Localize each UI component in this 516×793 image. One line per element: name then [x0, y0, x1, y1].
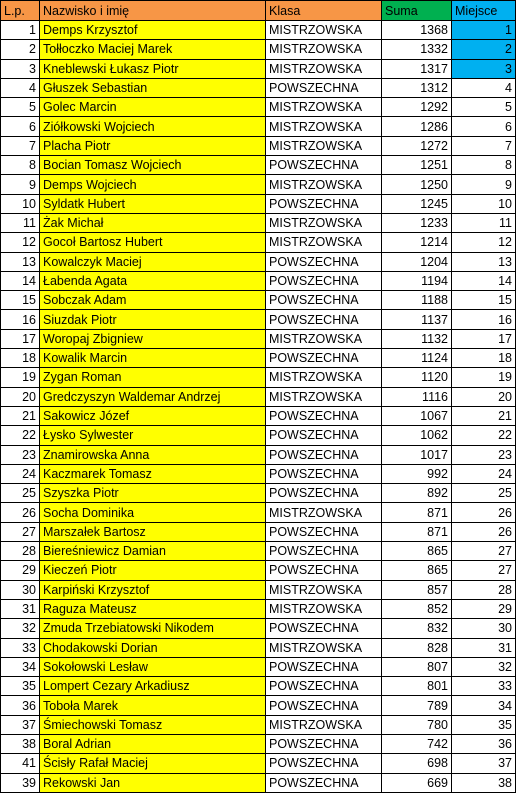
- cell-miejsce[interactable]: 17: [452, 329, 516, 348]
- cell-miejsce[interactable]: 8: [452, 156, 516, 175]
- cell-lp[interactable]: 39: [1, 773, 40, 792]
- cell-lp[interactable]: 25: [1, 484, 40, 503]
- cell-klasa[interactable]: POWSZECHNA: [266, 696, 382, 715]
- table-row: [1, 426, 516, 445]
- cell-lp[interactable]: 13: [1, 252, 40, 271]
- table-row: [1, 387, 516, 406]
- cell-lp[interactable]: 20: [1, 387, 40, 406]
- cell-suma[interactable]: 1317: [382, 59, 452, 78]
- cell-name[interactable]: Kneblewski Łukasz Piotr: [40, 59, 266, 78]
- cell-name[interactable]: Boral Adrian: [40, 734, 266, 753]
- cell-name[interactable]: Sakowicz Józef: [40, 406, 266, 425]
- cell-lp[interactable]: 10: [1, 194, 40, 213]
- cell-klasa[interactable]: MISTRZOWSKA: [266, 599, 382, 618]
- cell-miejsce[interactable]: 26: [452, 522, 516, 541]
- cell-suma[interactable]: 1250: [382, 175, 452, 194]
- cell-lp[interactable]: 22: [1, 426, 40, 445]
- table-row: [1, 734, 516, 753]
- cell-klasa[interactable]: POWSZECHNA: [266, 78, 382, 97]
- table-row: [1, 580, 516, 599]
- cell-suma[interactable]: 801: [382, 677, 452, 696]
- table-row: [1, 252, 516, 271]
- cell-name[interactable]: Rekowski Jan: [40, 773, 266, 792]
- cell-suma[interactable]: 832: [382, 619, 452, 638]
- cell-miejsce[interactable]: 28: [452, 580, 516, 599]
- cell-suma[interactable]: 1214: [382, 233, 452, 252]
- cell-lp[interactable]: 32: [1, 619, 40, 638]
- cell-miejsce[interactable]: 10: [452, 194, 516, 213]
- cell-name[interactable]: Karpiński Krzysztof: [40, 580, 266, 599]
- cell-miejsce[interactable]: 18: [452, 349, 516, 368]
- cell-suma[interactable]: 1204: [382, 252, 452, 271]
- cell-name[interactable]: Gocoł Bartosz Hubert: [40, 233, 266, 252]
- cell-klasa[interactable]: POWSZECHNA: [266, 773, 382, 792]
- cell-lp[interactable]: 41: [1, 754, 40, 773]
- table-row: [1, 503, 516, 522]
- cell-klasa[interactable]: POWSZECHNA: [266, 252, 382, 271]
- cell-suma[interactable]: 1245: [382, 194, 452, 213]
- cell-klasa[interactable]: MISTRZOWSKA: [266, 368, 382, 387]
- cell-name[interactable]: Zygan Roman: [40, 368, 266, 387]
- cell-miejsce[interactable]: 2: [452, 40, 516, 59]
- cell-klasa[interactable]: MISTRZOWSKA: [266, 387, 382, 406]
- table-row: [1, 156, 516, 175]
- cell-name[interactable]: Bocian Tomasz Wojciech: [40, 156, 266, 175]
- cell-suma[interactable]: 892: [382, 484, 452, 503]
- header-name[interactable]: Nazwisko i imię: [40, 1, 266, 21]
- cell-miejsce[interactable]: 30: [452, 619, 516, 638]
- cell-miejsce[interactable]: 26: [452, 503, 516, 522]
- cell-lp[interactable]: 17: [1, 329, 40, 348]
- cell-name[interactable]: Siuzdak Piotr: [40, 310, 266, 329]
- cell-lp[interactable]: 16: [1, 310, 40, 329]
- cell-klasa[interactable]: POWSZECHNA: [266, 349, 382, 368]
- header-suma[interactable]: Suma: [382, 1, 452, 21]
- table-row: [1, 368, 516, 387]
- cell-lp[interactable]: 7: [1, 136, 40, 155]
- cell-suma[interactable]: 1017: [382, 445, 452, 464]
- cell-miejsce[interactable]: 6: [452, 117, 516, 136]
- cell-name[interactable]: Socha Dominika: [40, 503, 266, 522]
- cell-name[interactable]: Woropaj Zbigniew: [40, 329, 266, 348]
- cell-lp[interactable]: 2: [1, 40, 40, 59]
- cell-miejsce[interactable]: 3: [452, 59, 516, 78]
- cell-name[interactable]: Gredczyszyn Waldemar Andrzej: [40, 387, 266, 406]
- table-row: [1, 310, 516, 329]
- cell-suma[interactable]: 698: [382, 754, 452, 773]
- cell-name[interactable]: Kaczmarek Tomasz: [40, 464, 266, 483]
- cell-name[interactable]: Chodakowski Dorian: [40, 638, 266, 657]
- cell-name[interactable]: Ziółkowski Wojciech: [40, 117, 266, 136]
- cell-klasa[interactable]: POWSZECHNA: [266, 657, 382, 676]
- cell-suma[interactable]: 992: [382, 464, 452, 483]
- cell-klasa[interactable]: POWSZECHNA: [266, 734, 382, 753]
- cell-klasa[interactable]: POWSZECHNA: [266, 156, 382, 175]
- table-row: [1, 175, 516, 194]
- cell-klasa[interactable]: POWSZECHNA: [266, 484, 382, 503]
- cell-suma[interactable]: 865: [382, 542, 452, 561]
- cell-suma[interactable]: 669: [382, 773, 452, 792]
- cell-lp[interactable]: 12: [1, 233, 40, 252]
- cell-lp[interactable]: 18: [1, 349, 40, 368]
- cell-lp[interactable]: 3: [1, 59, 40, 78]
- cell-suma[interactable]: 1067: [382, 406, 452, 425]
- table-row: [1, 619, 516, 638]
- cell-name[interactable]: Lompert Cezary Arkadiusz: [40, 677, 266, 696]
- cell-klasa[interactable]: POWSZECHNA: [266, 291, 382, 310]
- cell-lp[interactable]: 36: [1, 696, 40, 715]
- header-miejsce[interactable]: Miejsce: [452, 1, 516, 21]
- table-row: [1, 754, 516, 773]
- cell-miejsce[interactable]: 27: [452, 561, 516, 580]
- cell-miejsce[interactable]: 29: [452, 599, 516, 618]
- cell-name[interactable]: Toboła Marek: [40, 696, 266, 715]
- cell-miejsce[interactable]: 27: [452, 542, 516, 561]
- table-row: [1, 117, 516, 136]
- cell-miejsce[interactable]: 7: [452, 136, 516, 155]
- cell-name[interactable]: Kieczeń Piotr: [40, 561, 266, 580]
- cell-klasa[interactable]: POWSZECHNA: [266, 522, 382, 541]
- cell-klasa[interactable]: MISTRZOWSKA: [266, 59, 382, 78]
- table-row: [1, 194, 516, 213]
- table-row: [1, 213, 516, 232]
- cell-suma[interactable]: 1062: [382, 426, 452, 445]
- cell-lp[interactable]: 15: [1, 291, 40, 310]
- cell-suma[interactable]: 828: [382, 638, 452, 657]
- cell-klasa[interactable]: MISTRZOWSKA: [266, 638, 382, 657]
- cell-miejsce[interactable]: 37: [452, 754, 516, 773]
- cell-klasa[interactable]: POWSZECHNA: [266, 310, 382, 329]
- cell-klasa[interactable]: POWSZECHNA: [266, 271, 382, 290]
- cell-lp[interactable]: 31: [1, 599, 40, 618]
- table-row: [1, 522, 516, 541]
- cell-suma[interactable]: 807: [382, 657, 452, 676]
- header-lp[interactable]: L.p.: [1, 1, 40, 21]
- cell-suma[interactable]: 1251: [382, 156, 452, 175]
- cell-name[interactable]: Kowalik Marcin: [40, 349, 266, 368]
- cell-suma[interactable]: 1292: [382, 98, 452, 117]
- header-klasa[interactable]: Klasa: [266, 1, 382, 21]
- cell-miejsce[interactable]: 11: [452, 213, 516, 232]
- cell-miejsce[interactable]: 36: [452, 734, 516, 753]
- table-row: [1, 406, 516, 425]
- cell-name[interactable]: Syldatk Hubert: [40, 194, 266, 213]
- cell-miejsce[interactable]: 12: [452, 233, 516, 252]
- cell-klasa[interactable]: MISTRZOWSKA: [266, 175, 382, 194]
- cell-name[interactable]: Marszałek Bartosz: [40, 522, 266, 541]
- cell-suma[interactable]: 742: [382, 734, 452, 753]
- table-row: [1, 657, 516, 676]
- cell-miejsce[interactable]: 35: [452, 715, 516, 734]
- cell-miejsce[interactable]: 16: [452, 310, 516, 329]
- cell-klasa[interactable]: POWSZECHNA: [266, 561, 382, 580]
- cell-lp[interactable]: 11: [1, 213, 40, 232]
- cell-name[interactable]: Śmiechowski Tomasz: [40, 715, 266, 734]
- table-row: [1, 464, 516, 483]
- cell-klasa[interactable]: MISTRZOWSKA: [266, 503, 382, 522]
- cell-miejsce[interactable]: 38: [452, 773, 516, 792]
- cell-miejsce[interactable]: 22: [452, 426, 516, 445]
- cell-name[interactable]: Szyszka Piotr: [40, 484, 266, 503]
- cell-suma[interactable]: 1132: [382, 329, 452, 348]
- table-row: [1, 329, 516, 348]
- cell-name[interactable]: Demps Krzysztof: [40, 21, 266, 40]
- cell-klasa[interactable]: POWSZECHNA: [266, 406, 382, 425]
- cell-suma[interactable]: 1188: [382, 291, 452, 310]
- table-row: [1, 677, 516, 696]
- cell-suma[interactable]: 1124: [382, 349, 452, 368]
- cell-lp[interactable]: 21: [1, 406, 40, 425]
- cell-name[interactable]: Łysko Sylwester: [40, 426, 266, 445]
- cell-suma[interactable]: 1286: [382, 117, 452, 136]
- cell-lp[interactable]: 34: [1, 657, 40, 676]
- cell-lp[interactable]: 14: [1, 271, 40, 290]
- cell-suma[interactable]: 852: [382, 599, 452, 618]
- cell-miejsce[interactable]: 23: [452, 445, 516, 464]
- cell-suma[interactable]: 1332: [382, 40, 452, 59]
- table-row: [1, 291, 516, 310]
- cell-klasa[interactable]: POWSZECHNA: [266, 542, 382, 561]
- cell-name[interactable]: Kowalczyk Maciej: [40, 252, 266, 271]
- cell-suma[interactable]: 865: [382, 561, 452, 580]
- table-row: [1, 599, 516, 618]
- cell-suma[interactable]: 1312: [382, 78, 452, 97]
- cell-miejsce[interactable]: 20: [452, 387, 516, 406]
- table-row: [1, 696, 516, 715]
- cell-name[interactable]: Ścisły Rafał Maciej: [40, 754, 266, 773]
- cell-klasa[interactable]: POWSZECHNA: [266, 194, 382, 213]
- cell-name[interactable]: Głuszek Sebastian: [40, 78, 266, 97]
- cell-name[interactable]: Sobczak Adam: [40, 291, 266, 310]
- table-row: [1, 561, 516, 580]
- cell-lp[interactable]: 28: [1, 542, 40, 561]
- cell-klasa[interactable]: MISTRZOWSKA: [266, 21, 382, 40]
- table-row: [1, 233, 516, 252]
- cell-name[interactable]: Biereśniewicz Damian: [40, 542, 266, 561]
- cell-miejsce[interactable]: 5: [452, 98, 516, 117]
- cell-klasa[interactable]: MISTRZOWSKA: [266, 213, 382, 232]
- cell-name[interactable]: Sokołowski Lesław: [40, 657, 266, 676]
- cell-lp[interactable]: 27: [1, 522, 40, 541]
- cell-suma[interactable]: 1120: [382, 368, 452, 387]
- cell-klasa[interactable]: MISTRZOWSKA: [266, 329, 382, 348]
- cell-name[interactable]: Placha Piotr: [40, 136, 266, 155]
- cell-name[interactable]: Znamirowska Anna: [40, 445, 266, 464]
- cell-lp[interactable]: 19: [1, 368, 40, 387]
- cell-suma[interactable]: 789: [382, 696, 452, 715]
- cell-lp[interactable]: 6: [1, 117, 40, 136]
- cell-klasa[interactable]: MISTRZOWSKA: [266, 715, 382, 734]
- cell-lp[interactable]: 23: [1, 445, 40, 464]
- cell-klasa[interactable]: POWSZECHNA: [266, 445, 382, 464]
- cell-miejsce[interactable]: 24: [452, 464, 516, 483]
- cell-name[interactable]: Żak Michał: [40, 213, 266, 232]
- cell-miejsce[interactable]: 32: [452, 657, 516, 676]
- cell-lp[interactable]: 8: [1, 156, 40, 175]
- cell-klasa[interactable]: POWSZECHNA: [266, 677, 382, 696]
- cell-miejsce[interactable]: 21: [452, 406, 516, 425]
- table-row: [1, 21, 516, 40]
- cell-suma[interactable]: 871: [382, 503, 452, 522]
- cell-miejsce[interactable]: 31: [452, 638, 516, 657]
- cell-lp[interactable]: 24: [1, 464, 40, 483]
- cell-lp[interactable]: 37: [1, 715, 40, 734]
- cell-klasa[interactable]: MISTRZOWSKA: [266, 233, 382, 252]
- cell-suma[interactable]: 1368: [382, 21, 452, 40]
- table-row: [1, 445, 516, 464]
- table-row: [1, 271, 516, 290]
- cell-suma[interactable]: 1137: [382, 310, 452, 329]
- table-row: [1, 542, 516, 561]
- cell-miejsce[interactable]: 9: [452, 175, 516, 194]
- cell-klasa[interactable]: POWSZECHNA: [266, 464, 382, 483]
- cell-klasa[interactable]: MISTRZOWSKA: [266, 580, 382, 599]
- cell-name[interactable]: Zmuda Trzebiatowski Nikodem: [40, 619, 266, 638]
- table-row: [1, 59, 516, 78]
- table-row: [1, 40, 516, 59]
- table-row: [1, 78, 516, 97]
- cell-miejsce[interactable]: 15: [452, 291, 516, 310]
- cell-suma[interactable]: 1233: [382, 213, 452, 232]
- cell-lp[interactable]: 4: [1, 78, 40, 97]
- header-row: [1, 1, 516, 21]
- cell-klasa[interactable]: MISTRZOWSKA: [266, 40, 382, 59]
- cell-lp[interactable]: 35: [1, 677, 40, 696]
- cell-lp[interactable]: 38: [1, 734, 40, 753]
- cell-miejsce[interactable]: 13: [452, 252, 516, 271]
- cell-suma[interactable]: 1116: [382, 387, 452, 406]
- cell-suma[interactable]: 857: [382, 580, 452, 599]
- cell-miejsce[interactable]: 1: [452, 21, 516, 40]
- cell-miejsce[interactable]: 34: [452, 696, 516, 715]
- cell-klasa[interactable]: POWSZECHNA: [266, 426, 382, 445]
- cell-miejsce[interactable]: 14: [452, 271, 516, 290]
- table-row: [1, 773, 516, 792]
- cell-name[interactable]: Tołłoczko Maciej Marek: [40, 40, 266, 59]
- cell-lp[interactable]: 5: [1, 98, 40, 117]
- cell-miejsce[interactable]: 19: [452, 368, 516, 387]
- cell-klasa[interactable]: POWSZECHNA: [266, 619, 382, 638]
- table-row: [1, 98, 516, 117]
- cell-klasa[interactable]: MISTRZOWSKA: [266, 136, 382, 155]
- cell-suma[interactable]: 1272: [382, 136, 452, 155]
- cell-miejsce[interactable]: 33: [452, 677, 516, 696]
- table-row: [1, 484, 516, 503]
- cell-suma[interactable]: 1194: [382, 271, 452, 290]
- cell-name[interactable]: Łabenda Agata: [40, 271, 266, 290]
- cell-name[interactable]: Demps Wojciech: [40, 175, 266, 194]
- cell-miejsce[interactable]: 25: [452, 484, 516, 503]
- table-row: [1, 349, 516, 368]
- cell-klasa[interactable]: MISTRZOWSKA: [266, 117, 382, 136]
- table-row: [1, 638, 516, 657]
- cell-name[interactable]: Raguza Mateusz: [40, 599, 266, 618]
- cell-lp[interactable]: 26: [1, 503, 40, 522]
- cell-klasa[interactable]: POWSZECHNA: [266, 754, 382, 773]
- cell-suma[interactable]: 780: [382, 715, 452, 734]
- cell-miejsce[interactable]: 4: [452, 78, 516, 97]
- table-row: [1, 136, 516, 155]
- cell-lp[interactable]: 1: [1, 21, 40, 40]
- cell-lp[interactable]: 33: [1, 638, 40, 657]
- cell-name[interactable]: Golec Marcin: [40, 98, 266, 117]
- cell-suma[interactable]: 871: [382, 522, 452, 541]
- cell-lp[interactable]: 30: [1, 580, 40, 599]
- cell-klasa[interactable]: MISTRZOWSKA: [266, 98, 382, 117]
- cell-lp[interactable]: 29: [1, 561, 40, 580]
- cell-lp[interactable]: 9: [1, 175, 40, 194]
- results-body: [1, 1, 516, 793]
- table-row: [1, 715, 516, 734]
